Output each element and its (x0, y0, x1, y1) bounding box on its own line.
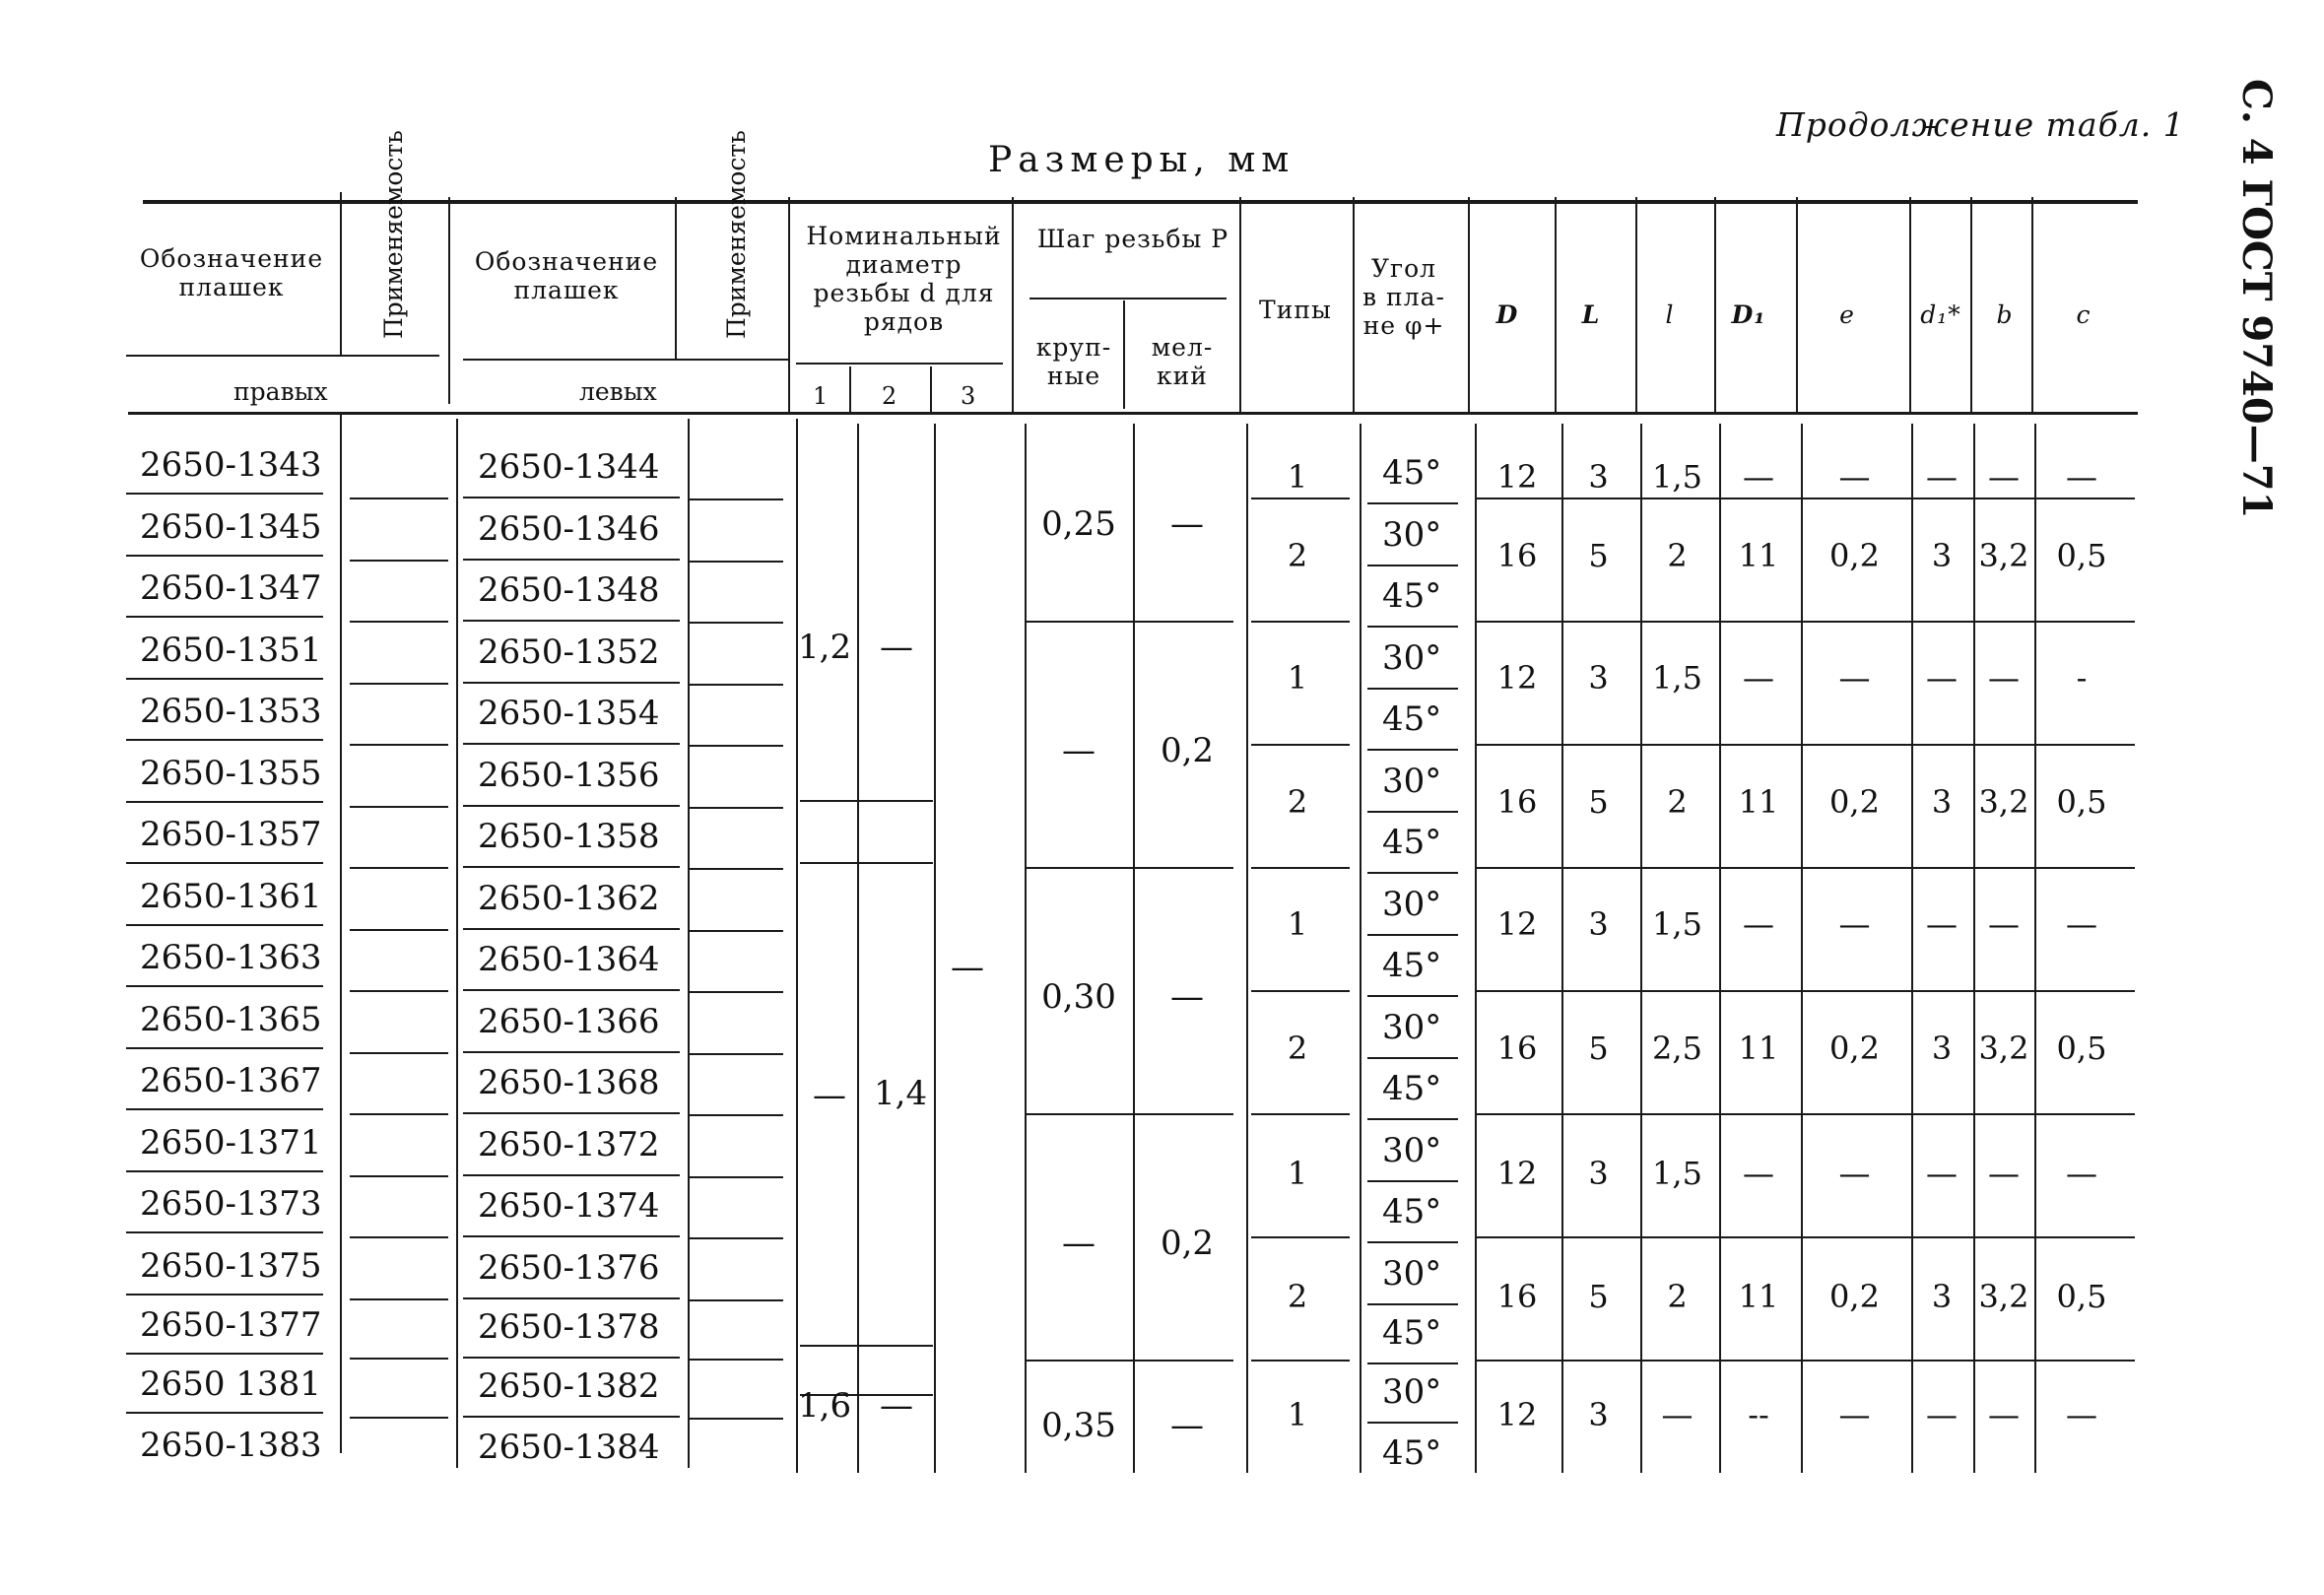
angle-value: 45° (1382, 823, 1442, 862)
group-d: 12 (1496, 1396, 1538, 1433)
angle-value: 30° (1382, 1008, 1442, 1047)
page-caption: Размеры, мм (988, 140, 1295, 180)
diameter-3: — (951, 948, 984, 987)
group-type: 1 (1287, 1155, 1308, 1192)
row-line (1367, 565, 1458, 566)
column-line (1360, 424, 1361, 1473)
group-e: — (1838, 458, 1871, 496)
designation-right: 2650-1353 (140, 692, 322, 731)
group-l: 5 (1588, 537, 1609, 574)
header-nominal-diameter: Номинальный диаметр резьбы d для рядов (806, 222, 1002, 336)
table-top-rule (143, 200, 2138, 204)
group-l: 2,5 (1652, 1030, 1702, 1067)
group-l: 1,5 (1652, 1155, 1702, 1192)
group-e: — (1838, 1155, 1871, 1192)
row-line (463, 1051, 680, 1053)
row-line (126, 1231, 323, 1233)
pitch-fine: — (1170, 977, 1204, 1017)
side-label: С. 4 ГОСТ 9740—71 (2233, 79, 2280, 519)
group-line (1475, 1360, 2135, 1362)
group-line (800, 800, 933, 802)
group-d1: — (1743, 458, 1774, 496)
column-line (1561, 424, 1563, 1473)
row-line (126, 739, 323, 741)
row-line (126, 985, 323, 987)
angle-value: 30° (1382, 762, 1442, 801)
row-line (350, 1298, 448, 1300)
header-c: c (2076, 300, 2092, 329)
group-d: 12 (1496, 905, 1538, 943)
row-line (350, 1175, 448, 1177)
angle-value: 45° (1382, 699, 1442, 739)
pitch-coarse: 0,35 (1041, 1406, 1116, 1445)
group-line (1475, 867, 2135, 869)
column-line (934, 424, 936, 1473)
column-line (1719, 424, 1721, 1473)
designation-right: 2650-1345 (140, 507, 322, 547)
angle-value: 45° (1382, 453, 1442, 493)
group-d1: — (1926, 905, 1958, 943)
group-type: 1 (1287, 458, 1308, 496)
group-line (1251, 1236, 1350, 1238)
group-e: — (1838, 659, 1871, 697)
pitch-line (1025, 621, 1233, 623)
row-line (126, 1353, 323, 1355)
row-line (690, 561, 783, 563)
diameter-1-c: 1,6 (798, 1386, 852, 1426)
row-line (690, 1053, 783, 1055)
group-d: 16 (1496, 1278, 1538, 1315)
row-line (350, 1113, 448, 1115)
designation-right: 2650-1357 (140, 815, 322, 854)
designation-left: 2650-1382 (478, 1366, 660, 1406)
group-d1: — (1926, 659, 1958, 697)
designation-left: 2650-1354 (478, 694, 660, 733)
group-c: 0,5 (2056, 1030, 2107, 1067)
row-line (1367, 502, 1458, 504)
group-d1: — (1926, 458, 1958, 496)
group-line (1475, 744, 2135, 746)
row-line (463, 928, 680, 930)
group-d1: 11 (1738, 537, 1779, 574)
designation-left: 2650-1368 (478, 1063, 660, 1102)
group-b: — (1988, 458, 2020, 496)
group-d1: — (1743, 905, 1774, 943)
designation-right: 2650-1367 (140, 1061, 322, 1100)
group-c: — (2066, 1396, 2097, 1433)
designation-left: 2650-1384 (478, 1428, 660, 1467)
column-line (2034, 424, 2036, 1473)
row-line (1367, 1241, 1458, 1243)
diameter-1-a: 1,2 (798, 628, 852, 667)
designation-right: 2650-1351 (140, 631, 322, 670)
group-d1: -- (1748, 1396, 1769, 1433)
group-type: 1 (1287, 1396, 1308, 1433)
group-c: — (2066, 458, 2097, 496)
group-e: 0,2 (1829, 537, 1880, 574)
group-b: 3,2 (1978, 1278, 2029, 1315)
group-d1: — (1926, 1155, 1958, 1192)
group-line (1251, 990, 1350, 992)
column-line (456, 419, 458, 1468)
row-line (350, 1417, 448, 1419)
row-line (1367, 1303, 1458, 1305)
row-line (463, 620, 680, 622)
row-line (1367, 1362, 1458, 1364)
header-bottom-rule (128, 412, 2138, 415)
group-b: 3,2 (1978, 783, 2029, 821)
diameter-2-b: 1,4 (874, 1074, 928, 1113)
group-d: 16 (1496, 537, 1538, 574)
group-l: 2 (1667, 1278, 1688, 1315)
group-line (1251, 1360, 1350, 1362)
column-line (1475, 424, 1477, 1473)
angle-value: 30° (1382, 1131, 1442, 1170)
group-e: — (1838, 1396, 1871, 1433)
pitch-fine: 0,2 (1160, 731, 1215, 770)
row-line (126, 555, 323, 557)
column-line (1025, 424, 1027, 1473)
designation-right: 2650-1365 (140, 1000, 322, 1039)
angle-value: 45° (1382, 1192, 1442, 1231)
group-line (1475, 1113, 2135, 1115)
row-line (126, 1108, 323, 1110)
group-line (1251, 744, 1350, 746)
header-coarse: круп-ные (1035, 333, 1112, 390)
row-line (463, 682, 680, 684)
group-e: 0,2 (1829, 1278, 1880, 1315)
row-line (1367, 1422, 1458, 1424)
designation-left: 2650-1366 (478, 1002, 660, 1041)
designation-right: 2650-1377 (140, 1305, 322, 1345)
row-line (463, 1174, 680, 1176)
row-line (350, 1358, 448, 1360)
row-line (463, 1235, 680, 1237)
designation-left: 2650-1374 (478, 1186, 660, 1226)
group-c: 0,5 (2056, 783, 2107, 821)
group-line (1251, 1113, 1350, 1115)
header-applicability-2: Применяемость (722, 130, 751, 339)
group-line (1251, 498, 1350, 499)
row-line (690, 991, 783, 993)
group-d1: — (1743, 659, 1774, 697)
row-line (1367, 995, 1458, 997)
column-line (1973, 424, 1975, 1473)
column-line (796, 419, 798, 1473)
group-d1: 11 (1738, 783, 1779, 821)
group-c: - (2076, 659, 2088, 697)
row-line (350, 806, 448, 808)
angle-value: 45° (1382, 1433, 1442, 1473)
header-D: D (1495, 300, 1519, 329)
header-e: e (1839, 300, 1855, 329)
pitch-fine: — (1170, 504, 1204, 544)
pitch-coarse: 0,25 (1041, 504, 1116, 544)
group-c: 0,5 (2056, 537, 2107, 574)
group-l: 1,5 (1652, 905, 1702, 943)
group-d1: — (1926, 1396, 1958, 1433)
group-line (800, 862, 933, 864)
group-d1: 11 (1738, 1030, 1779, 1067)
row-line (463, 559, 680, 561)
row-line (1367, 688, 1458, 690)
row-line (126, 1412, 323, 1414)
row-line (126, 924, 323, 926)
group-d1: — (1743, 1155, 1774, 1192)
diameter-2-c: — (880, 1386, 913, 1426)
pitch-line (1025, 1113, 1233, 1115)
row-line (1367, 934, 1458, 936)
angle-value: 30° (1382, 885, 1442, 924)
pitch-line (1025, 867, 1233, 869)
row-line (690, 807, 783, 809)
column-line (857, 424, 859, 1473)
row-line (690, 1176, 783, 1178)
pitch-coarse: — (1062, 1224, 1096, 1263)
group-e: 0,2 (1829, 1030, 1880, 1067)
group-l: 5 (1588, 783, 1609, 821)
group-line (1475, 1236, 2135, 1238)
pitch-coarse: 0,30 (1041, 977, 1116, 1017)
row-line (690, 868, 783, 870)
group-d1: 11 (1738, 1278, 1779, 1315)
row-line (1367, 626, 1458, 628)
group-d1: 3 (1931, 783, 1953, 821)
designation-left: 2650-1352 (478, 632, 660, 672)
diameter-2-a: — (880, 628, 913, 667)
row-line (1367, 872, 1458, 874)
group-c: — (2066, 1155, 2097, 1192)
group-line (800, 1345, 933, 1347)
angle-value: 45° (1382, 946, 1442, 985)
pitch-coarse: — (1062, 731, 1096, 770)
row-line (1367, 1118, 1458, 1120)
row-line (690, 1299, 783, 1301)
row-line (350, 867, 448, 869)
header-right-label: правых (233, 377, 328, 406)
designation-left: 2650-1376 (478, 1248, 660, 1288)
row-line (690, 1237, 783, 1239)
group-l: 5 (1588, 1030, 1609, 1067)
group-c: 0,5 (2056, 1278, 2107, 1315)
group-line (1251, 867, 1350, 869)
designation-left: 2650-1348 (478, 570, 660, 610)
row-line (350, 683, 448, 685)
row-line (1367, 749, 1458, 751)
row-line (126, 1294, 323, 1296)
designation-right: 2650-1373 (140, 1184, 322, 1224)
angle-value: 30° (1382, 638, 1442, 678)
designation-right: 2650-1361 (140, 877, 322, 916)
group-l: 3 (1588, 1396, 1609, 1433)
column-line (1801, 424, 1803, 1473)
group-type: 2 (1287, 783, 1308, 821)
header-D1: D₁ (1731, 300, 1766, 329)
column-line (1133, 424, 1135, 1473)
designation-left: 2650-1346 (478, 509, 660, 549)
row-line (126, 801, 323, 803)
header-l: l (1665, 300, 1675, 329)
row-line (126, 1170, 323, 1172)
designation-right: 2650-1347 (140, 568, 322, 608)
row-line (690, 498, 783, 500)
group-line (1475, 498, 2135, 499)
group-line (1475, 621, 2135, 623)
group-l: 1,5 (1652, 458, 1702, 496)
group-e: — (1838, 905, 1871, 943)
designation-right: 2650-1355 (140, 754, 322, 793)
row-line (126, 493, 323, 495)
designation-left: 2650-1362 (478, 879, 660, 918)
column-line (1640, 424, 1642, 1473)
row-line (350, 498, 448, 499)
group-type: 1 (1287, 905, 1308, 943)
row-line (463, 743, 680, 745)
pitch-fine: 0,2 (1160, 1224, 1215, 1263)
group-d: 16 (1496, 783, 1538, 821)
header-designation-left: Обозначение плашек (474, 247, 659, 304)
angle-value: 30° (1382, 1254, 1442, 1294)
group-l: 2 (1667, 537, 1688, 574)
group-d1: 3 (1931, 1030, 1953, 1067)
header-L: L (1581, 300, 1601, 329)
pitch-fine: — (1170, 1406, 1204, 1445)
row-line (126, 862, 323, 864)
group-l: 3 (1588, 659, 1609, 697)
group-l: — (1661, 1396, 1693, 1433)
header-row-3: 3 (961, 382, 976, 410)
group-type: 1 (1287, 659, 1308, 697)
group-b: — (1988, 905, 2020, 943)
pitch-line (1025, 1360, 1233, 1362)
header-left-label: левых (579, 377, 657, 406)
designation-left: 2650-1358 (478, 817, 660, 856)
group-d: 12 (1496, 458, 1538, 496)
column-line (340, 414, 342, 1453)
designation-right: 2650-1383 (140, 1426, 322, 1465)
header-angle: Угол в пла-не φ+ (1362, 254, 1445, 340)
row-line (690, 622, 783, 624)
group-b: — (1988, 659, 2020, 697)
group-d1: 3 (1931, 537, 1953, 574)
group-line (1475, 990, 2135, 992)
continuation-label: Продолжение табл. 1 (1776, 105, 2185, 144)
angle-value: 45° (1382, 576, 1442, 616)
header-row-1: 1 (813, 382, 829, 410)
designation-right: 2650-1363 (140, 938, 322, 977)
row-line (350, 744, 448, 746)
group-b: 3,2 (1978, 1030, 2029, 1067)
row-line (350, 929, 448, 931)
designation-left: 2650-1344 (478, 447, 660, 487)
group-type: 2 (1287, 1278, 1308, 1315)
group-d: 12 (1496, 1155, 1538, 1192)
row-line (350, 560, 448, 562)
header-applicability-1: Применяемость (379, 130, 408, 339)
row-line (463, 805, 680, 807)
header-row-2: 2 (882, 382, 897, 410)
group-b: 3,2 (1978, 537, 2029, 574)
group-d1: 3 (1931, 1278, 1953, 1315)
group-l: 3 (1588, 458, 1609, 496)
header-fine: мел-кий (1151, 333, 1214, 390)
header-d1: d₁* (1920, 300, 1961, 329)
header-pitch: Шаг резьбы P (1036, 225, 1229, 253)
row-line (690, 745, 783, 747)
row-line (463, 497, 680, 498)
group-c: — (2066, 905, 2097, 943)
row-line (690, 930, 783, 932)
angle-value: 45° (1382, 1069, 1442, 1108)
row-line (350, 1236, 448, 1238)
designation-left: 2650-1372 (478, 1125, 660, 1164)
column-line (1246, 424, 1248, 1473)
angle-value: 30° (1382, 1372, 1442, 1412)
header-types: Типы (1259, 296, 1332, 324)
row-line (126, 616, 323, 618)
row-line (463, 1297, 680, 1299)
designation-right: 2650 1381 (140, 1364, 321, 1404)
row-line (126, 678, 323, 680)
angle-value: 45° (1382, 1313, 1442, 1353)
group-d: 12 (1496, 659, 1538, 697)
row-line (690, 1114, 783, 1116)
group-l: 3 (1588, 905, 1609, 943)
group-d: 16 (1496, 1030, 1538, 1067)
row-line (1367, 1180, 1458, 1182)
row-line (1367, 1057, 1458, 1059)
row-line (350, 621, 448, 623)
group-l: 1,5 (1652, 659, 1702, 697)
designation-right: 2650-1375 (140, 1246, 322, 1286)
row-line (350, 990, 448, 992)
designation-left: 2650-1364 (478, 940, 660, 979)
column-line (688, 419, 690, 1468)
row-line (690, 1359, 783, 1361)
designation-left: 2650-1356 (478, 756, 660, 795)
row-line (690, 684, 783, 686)
row-line (690, 1418, 783, 1420)
group-line (1251, 621, 1350, 623)
designation-left: 2650-1378 (478, 1307, 660, 1347)
row-line (463, 1112, 680, 1114)
row-line (463, 1416, 680, 1418)
header-b: b (1996, 300, 2014, 329)
row-line (350, 1052, 448, 1054)
row-line (463, 989, 680, 991)
group-l: 3 (1588, 1155, 1609, 1192)
row-line (463, 1357, 680, 1359)
diameter-1-b: — (813, 1076, 846, 1115)
designation-right: 2650-1371 (140, 1123, 322, 1163)
row-line (1367, 811, 1458, 813)
group-l: 5 (1588, 1278, 1609, 1315)
group-type: 2 (1287, 537, 1308, 574)
row-line (126, 1047, 323, 1049)
group-type: 2 (1287, 1030, 1308, 1067)
column-line (1911, 424, 1913, 1473)
group-e: 0,2 (1829, 783, 1880, 821)
group-b: — (1988, 1155, 2020, 1192)
angle-value: 30° (1382, 515, 1442, 555)
header-designation-right: Обозначение плашек (139, 244, 324, 301)
group-b: — (1988, 1396, 2020, 1433)
designation-right: 2650-1343 (140, 445, 322, 485)
row-line (463, 866, 680, 868)
group-l: 2 (1667, 783, 1688, 821)
